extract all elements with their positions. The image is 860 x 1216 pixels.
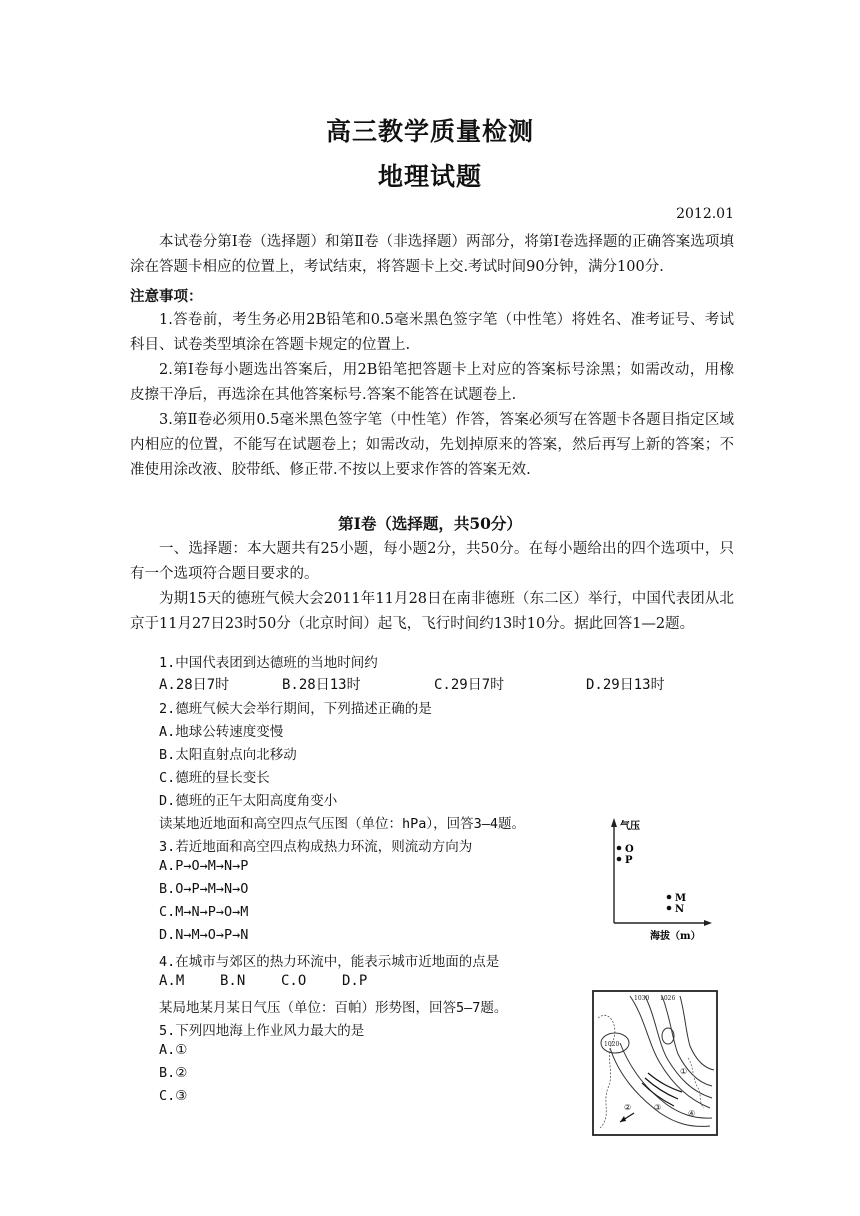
q5-option-b: B.② (159, 1065, 188, 1081)
section-heading: 第Ⅰ卷（选择题，共50分） (338, 514, 522, 533)
q4-option-a: A.M (159, 973, 185, 989)
question-stem-3: 某局地某月某日气压（单位：百帕）形势图，回答5—7题。 (159, 1000, 508, 1016)
question-stem-1: 为期15天的德班气候大会2011年11月28日在南非德班（东二区）举行，中国代表团从北京于11月27日23时50分（北京时间）起飞，飞行时间约13时10分。据此回答1—2题。 (130, 591, 734, 632)
q3-option-c: C.M→N→P→O→M (159, 904, 249, 920)
fig1-ylabel: 气压 (620, 821, 640, 832)
pressure-altitude-figure (600, 815, 715, 945)
point-o-marker (617, 846, 622, 851)
isobar-label-1026: 1026 (660, 995, 676, 1002)
page-title: 高三教学质量检测 (325, 117, 534, 146)
section-instruction: 一、选择题：本大题共有25小题，每小题2分，共50分。在每小题给出的四个选项中，只有一个选项符合题目要求的。 (130, 541, 734, 582)
note-item-1: 1.答卷前，考生务必用2B铅笔和0.5毫米黑色签字笔（中性笔）将姓名、准考证号、考试科目、试卷类型填涂在答题卡规定的位置上. (130, 312, 734, 353)
point-p-label: P (625, 855, 633, 866)
point-m-marker (667, 895, 672, 900)
map-site-1: ① (680, 1067, 688, 1076)
point-m-label: M (675, 893, 687, 904)
q3-option-a: A.P→O→M→N→P (159, 858, 249, 874)
q3-option-b: B.O→P→M→N→O (159, 881, 249, 897)
point-o-label: O (625, 844, 634, 855)
question-5: 5.下列四地海上作业风力最大的是 (159, 1023, 365, 1039)
q3-option-d: D.N→M→O→P→N (159, 927, 249, 943)
question-2: 2.德班气候大会举行期间，下列描述正确的是 (159, 701, 432, 717)
point-n-marker (667, 906, 672, 911)
fig1-xlabel: 海拔（m） (650, 931, 701, 942)
q5-option-c: C.③ (159, 1088, 188, 1104)
map-site-2: ② (624, 1103, 632, 1112)
isobar-label-1030: 1030 (634, 995, 650, 1002)
note-item-3: 3.第Ⅱ卷必须用0.5毫米黑色签字笔（中性笔）作答，答案必须写在答题卡各题目指定区域内相应的位置，不能写在试题卷上；如需改动，先划掉原来的答案，然后再写上新的答案；不准使用涂改液、胶带纸、修正带.不按以上要求作答的答案无效. (130, 412, 734, 478)
q5-option-a: A.① (159, 1042, 188, 1058)
map-site-3: ③ (654, 1103, 662, 1112)
question-3: 3.若近地面和高空四点构成热力环流，则流动方向为 (159, 839, 473, 855)
question-stem-2: 读某地近地面和高空四点气压图（单位：hPa），回答3—4题。 (159, 816, 526, 832)
q4-option-c: C.O (281, 973, 307, 989)
q1-option-c: C.29日7时 (434, 677, 505, 693)
q1-option-b: B.28日13时 (282, 677, 361, 693)
q4-option-d: D.P (342, 973, 368, 989)
q2-option-a: A.地球公转速度变慢 (159, 724, 284, 740)
q2-option-b: B.太阳直射点向北移动 (159, 747, 297, 763)
q1-option-a: A.28日7时 (159, 677, 230, 693)
q4-option-b: B.N (220, 973, 246, 989)
question-1: 1.中国代表团到达德班的当地时间约 (159, 655, 378, 671)
q2-option-c: C.德班的昼长变长 (159, 770, 270, 786)
map-site-4: ④ (688, 1109, 696, 1118)
exam-date: 2012.01 (676, 206, 734, 222)
point-n-label: N (675, 904, 685, 915)
q2-option-d: D.德班的正午太阳高度角变小 (159, 793, 338, 809)
page-subtitle: 地理试题 (377, 162, 482, 191)
notes-heading: 注意事项： (130, 288, 203, 305)
isobar-label-1020: 1020 (604, 1041, 620, 1048)
q1-option-d: D.29日13时 (586, 677, 665, 693)
point-p-marker (617, 857, 622, 862)
isobar-map-figure (590, 988, 720, 1138)
intro-paragraph: 本试卷分第Ⅰ卷（选择题）和第Ⅱ卷（非选择题）两部分，将第Ⅰ卷选择题的正确答案选项填涂在答题卡相应的位置上，考试结束，将答题卡上交.考试时间90分钟，满分100分. (130, 234, 734, 275)
note-item-2: 2.第Ⅰ卷每小题选出答案后，用2B铅笔把答题卡上对应的答案标号涂黑；如需改动，用橡皮擦干净后，再选涂在其他答案标号.答案不能答在试题卷上. (130, 362, 734, 403)
question-4: 4.在城市与郊区的热力环流中，能表示城市近地面的点是 (159, 954, 500, 970)
